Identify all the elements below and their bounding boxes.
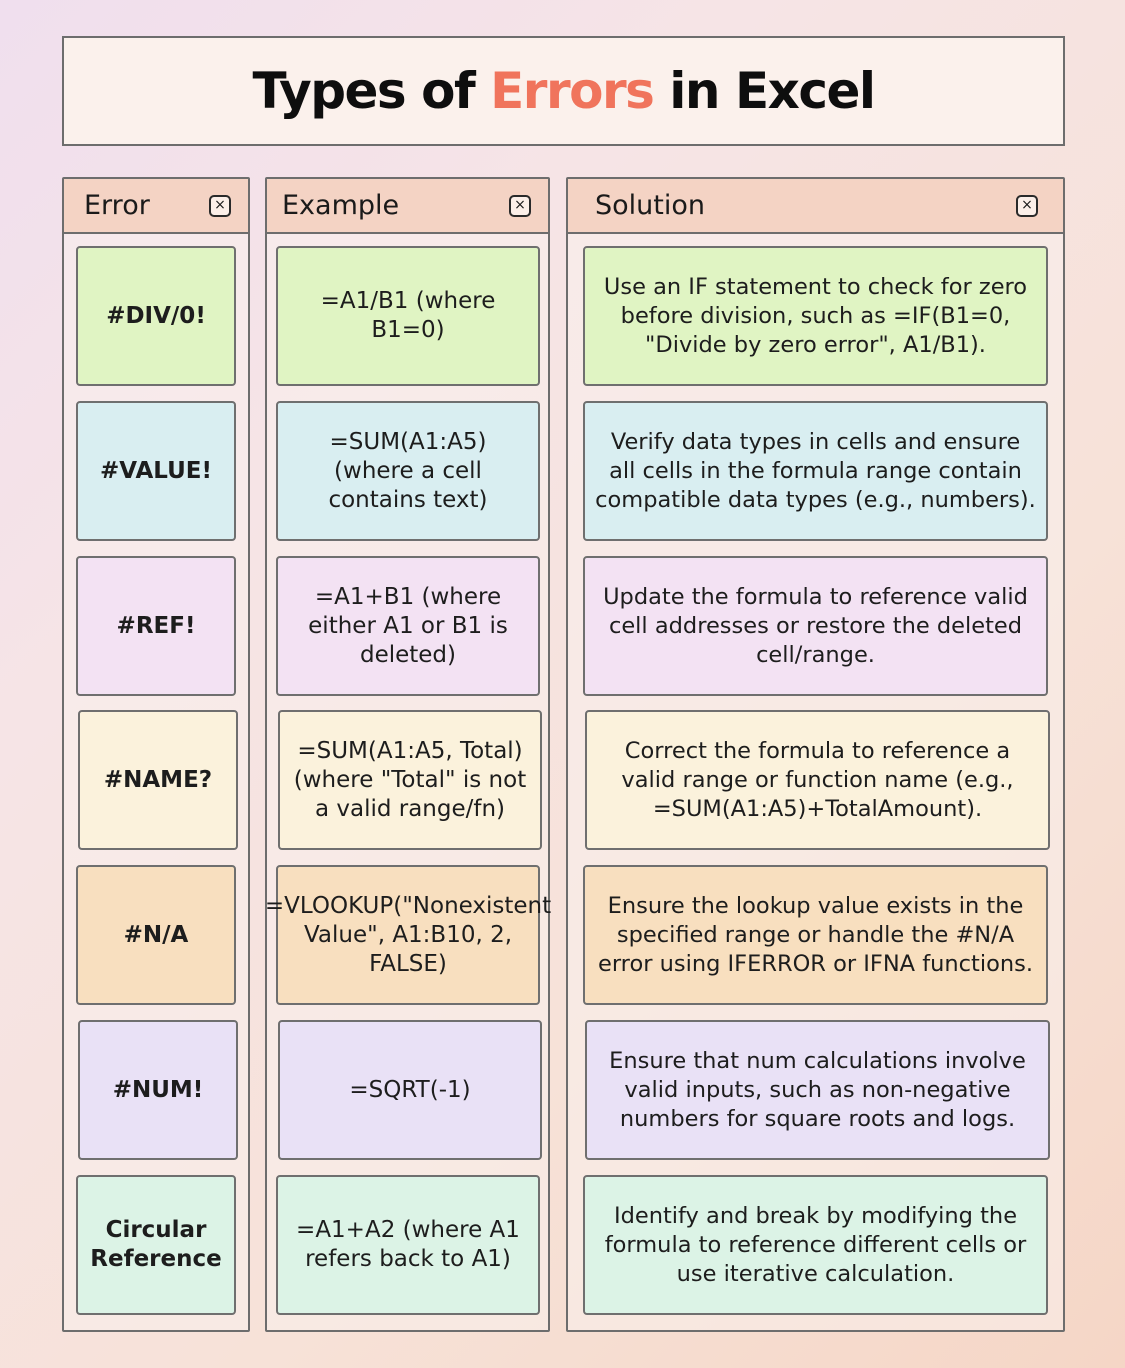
example-column-label: Example	[282, 190, 400, 221]
solution-cell-value: Verify data types in cells and ensure all cells in the formula range contain compatible data types (e.g., numbers).	[583, 401, 1048, 541]
error-cell-div0: #DIV/0!	[76, 246, 236, 386]
solution-cell-name: Correct the formula to reference a valid range or function name (e.g., =SUM(A1:A5)+TotalAmount).	[585, 710, 1050, 850]
error-cell-num: #NUM!	[78, 1020, 238, 1160]
error-cell-circular: Circular Reference	[76, 1175, 236, 1315]
error-column-header	[64, 179, 248, 234]
solution-column-label: Solution	[595, 190, 705, 221]
example-cell-ref: =A1+B1 (where either A1 or B1 is deleted)	[276, 556, 540, 696]
solution-cell-na: Ensure the lookup value exists in the specified range or handle the #N/A error using IFERROR or IFNA functions.	[583, 865, 1048, 1005]
error-cell-na: #N/A	[76, 865, 236, 1005]
example-column-header	[267, 179, 548, 234]
error-column	[62, 177, 250, 1332]
solution-cell-circular: Identify and break by modifying the formula to reference different cells or use iterative calculation.	[583, 1175, 1048, 1315]
solution-cell-div0: Use an IF statement to check for zero before division, such as =IF(B1=0, "Divide by zero error", A1/B1).	[583, 246, 1048, 386]
error-column-label: Error	[84, 190, 150, 221]
example-cell-na: =VLOOKUP("Nonexistent Value", A1:B10, 2, FALSE)	[276, 865, 540, 1005]
solution-column	[566, 177, 1065, 1332]
title-banner	[62, 36, 1065, 146]
title-suffix: in Excel	[669, 62, 875, 120]
title-accent: Errors	[490, 62, 654, 120]
example-cell-div0: =A1/B1 (where B1=0)	[276, 246, 540, 386]
title-prefix: Types of	[252, 62, 475, 120]
error-cell-ref: #REF!	[76, 556, 236, 696]
solution-cell-num: Ensure that num calculations involve valid inputs, such as non-negative numbers for square roots and logs.	[585, 1020, 1050, 1160]
error-cell-name: #NAME?	[78, 710, 238, 850]
solution-column-header	[568, 179, 1063, 234]
example-cell-value: =SUM(A1:A5) (where a cell contains text)	[276, 401, 540, 541]
page-title	[252, 62, 874, 120]
close-icon[interactable]: ×	[1016, 195, 1038, 217]
example-cell-name: =SUM(A1:A5, Total) (where "Total" is not a valid range/fn)	[278, 710, 542, 850]
close-icon[interactable]: ×	[509, 195, 531, 217]
example-cell-circular: =A1+A2 (where A1 refers back to A1)	[276, 1175, 540, 1315]
close-icon[interactable]: ×	[209, 195, 231, 217]
solution-cell-ref: Update the formula to reference valid cell addresses or restore the deleted cell/range.	[583, 556, 1048, 696]
example-cell-num: =SQRT(-1)	[278, 1020, 542, 1160]
error-cell-value: #VALUE!	[76, 401, 236, 541]
example-column	[265, 177, 550, 1332]
